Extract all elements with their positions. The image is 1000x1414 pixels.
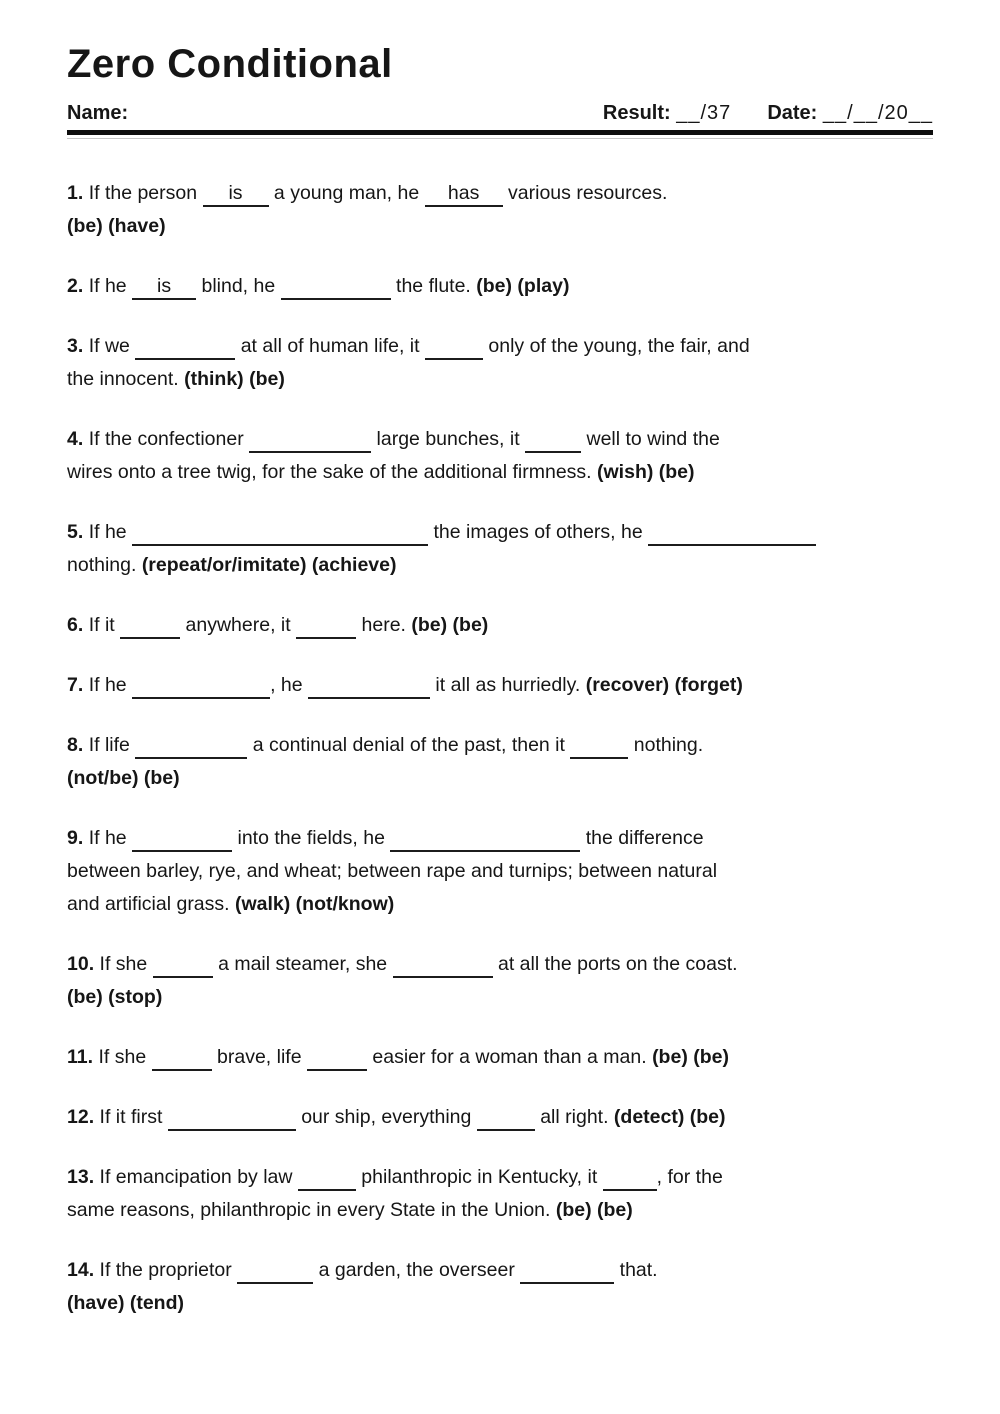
verb-hint: (not/be) (be) xyxy=(67,767,180,789)
header-divider xyxy=(67,130,933,139)
question-text: at all the ports on the coast. xyxy=(492,953,738,975)
question-text: blind, he xyxy=(196,275,281,297)
question-text: , for the xyxy=(656,1166,723,1188)
question-item xyxy=(67,729,933,795)
answer-blank[interactable]: has xyxy=(425,182,503,207)
question-item xyxy=(67,270,933,303)
question-text: wires onto a tree twig, for the sake of the additional firmness. xyxy=(67,461,598,483)
question-number: 3. xyxy=(67,335,84,357)
question-list xyxy=(67,177,933,1320)
answer-blank[interactable] xyxy=(393,953,493,978)
verb-hint: (be) (be) xyxy=(411,614,489,636)
answer-blank[interactable] xyxy=(425,335,483,360)
answer-blank[interactable] xyxy=(390,827,580,852)
question-text: and artificial grass. xyxy=(67,893,235,915)
question-text: anywhere, it xyxy=(180,614,297,636)
question-text: nothing. xyxy=(628,734,704,756)
answer-blank[interactable] xyxy=(477,1106,535,1131)
question-number: 11. xyxy=(67,1046,94,1068)
verb-hint: (walk) (not/know) xyxy=(235,893,395,915)
question-text: that. xyxy=(614,1259,658,1281)
answer-blank[interactable] xyxy=(298,1166,356,1191)
question-text: If it xyxy=(88,614,121,636)
question-number: 8. xyxy=(67,734,84,756)
question-item xyxy=(67,822,933,921)
question-text: If emancipation by law xyxy=(99,1166,298,1188)
answer-blank[interactable] xyxy=(308,674,430,699)
result-field xyxy=(603,101,731,125)
answer-blank[interactable] xyxy=(520,1259,614,1284)
question-text: If he xyxy=(88,827,133,849)
answer-blank[interactable] xyxy=(132,521,428,546)
question-number: 9. xyxy=(67,827,84,849)
question-text: a continual denial of the past, then it xyxy=(247,734,571,756)
question-text: If she xyxy=(99,953,153,975)
result-value: __/37 xyxy=(676,102,732,124)
question-number: 1. xyxy=(67,182,84,204)
answer-blank[interactable] xyxy=(603,1166,657,1191)
question-text: If life xyxy=(88,734,136,756)
answer-blank[interactable] xyxy=(132,674,270,699)
question-number: 13. xyxy=(67,1166,95,1188)
date-value: __/__/20__ xyxy=(822,102,933,124)
question-text: If the person xyxy=(88,182,203,204)
question-text: If he xyxy=(88,275,133,297)
answer-blank[interactable] xyxy=(281,275,391,300)
question-text: the flute. xyxy=(390,275,477,297)
question-text: If the proprietor xyxy=(99,1259,238,1281)
question-text: same reasons, philanthropic in every State in the Union. xyxy=(67,1199,556,1221)
question-number: 4. xyxy=(67,428,84,450)
question-item xyxy=(67,1101,933,1134)
question-number: 10. xyxy=(67,953,95,975)
answer-blank[interactable] xyxy=(249,428,371,453)
question-number: 5. xyxy=(67,521,84,543)
answer-blank[interactable] xyxy=(307,1046,367,1071)
date-field xyxy=(767,101,933,125)
answer-blank[interactable] xyxy=(168,1106,296,1131)
verb-hint: (be) (play) xyxy=(476,275,570,297)
question-text: If he xyxy=(88,521,133,543)
verb-hint: (be) (be) xyxy=(555,1199,633,1221)
date-label: Date: xyxy=(767,102,818,124)
question-text: here. xyxy=(356,614,412,636)
answer-blank[interactable] xyxy=(135,734,247,759)
question-text: only of the young, the fair, and xyxy=(482,335,750,357)
question-item xyxy=(67,669,933,702)
question-text: the images of others, he xyxy=(428,521,649,543)
question-text: various resources. xyxy=(502,182,668,204)
question-text: the difference xyxy=(580,827,704,849)
question-text: easier for a woman than a man. xyxy=(366,1046,653,1068)
verb-hint: (be) (have) xyxy=(67,215,166,237)
answer-blank[interactable] xyxy=(237,1259,313,1284)
answer-blank[interactable] xyxy=(132,827,232,852)
question-text: a garden, the overseer xyxy=(313,1259,521,1281)
answer-blank[interactable] xyxy=(648,521,816,546)
question-number: 7. xyxy=(67,674,84,696)
question-item xyxy=(67,423,933,489)
name-label: Name: xyxy=(67,102,129,124)
verb-hint: (recover) (forget) xyxy=(585,674,743,696)
question-text: If it first xyxy=(99,1106,168,1128)
question-number: 6. xyxy=(67,614,84,636)
question-text: a mail steamer, she xyxy=(212,953,393,975)
answer-blank[interactable] xyxy=(296,614,356,639)
header-divider-shadow xyxy=(67,138,933,139)
question-text: philanthropic in Kentucky, it xyxy=(355,1166,603,1188)
question-item xyxy=(67,516,933,582)
question-text: nothing. xyxy=(67,554,142,576)
verb-hint: (detect) (be) xyxy=(613,1106,726,1128)
answer-blank[interactable] xyxy=(152,1046,212,1071)
question-text: If he xyxy=(88,674,133,696)
question-item xyxy=(67,177,933,243)
meta-row xyxy=(67,101,933,125)
question-text: If she xyxy=(98,1046,152,1068)
question-item xyxy=(67,1161,933,1227)
verb-hint: (be) (be) xyxy=(652,1046,729,1068)
question-text: well to wind the xyxy=(581,428,720,450)
verb-hint: (repeat/or/imitate) (achieve) xyxy=(141,554,397,576)
question-text: at all of human life, it xyxy=(235,335,425,357)
answer-blank[interactable] xyxy=(525,428,581,453)
question-number: 12. xyxy=(67,1106,95,1128)
question-item xyxy=(67,948,933,1014)
question-text: If we xyxy=(88,335,136,357)
question-number: 2. xyxy=(67,275,84,297)
question-text: between barley, rye, and wheat; between rape and turnips; between natural xyxy=(67,860,718,882)
question-text: , he xyxy=(270,674,309,696)
meta-right xyxy=(603,101,933,125)
question-text: large bunches, it xyxy=(371,428,526,450)
question-item xyxy=(67,1041,933,1074)
question-text: all right. xyxy=(534,1106,614,1128)
answer-blank[interactable]: is xyxy=(203,182,269,207)
question-text: a young man, he xyxy=(268,182,425,204)
question-text: it all as hurriedly. xyxy=(430,674,586,696)
result-label: Result: xyxy=(602,102,671,124)
page-title: Zero Conditional xyxy=(67,42,393,86)
question-item xyxy=(67,609,933,642)
verb-hint: (be) (stop) xyxy=(67,986,163,1008)
answer-blank[interactable] xyxy=(120,614,180,639)
question-number: 14. xyxy=(67,1259,95,1281)
question-text: our ship, everything xyxy=(295,1106,477,1128)
answer-blank[interactable] xyxy=(570,734,628,759)
question-text: into the fields, he xyxy=(232,827,391,849)
verb-hint: (wish) (be) xyxy=(597,461,695,483)
question-item xyxy=(67,1254,933,1320)
question-text: If the confectioner xyxy=(88,428,250,450)
verb-hint: (think) (be) xyxy=(184,368,285,390)
question-text: the innocent. xyxy=(67,368,185,390)
question-text: brave, life xyxy=(211,1046,307,1068)
answer-blank[interactable] xyxy=(153,953,213,978)
verb-hint: (have) (tend) xyxy=(67,1292,184,1314)
answer-blank[interactable]: is xyxy=(132,275,196,300)
question-item xyxy=(67,330,933,396)
answer-blank[interactable] xyxy=(135,335,235,360)
